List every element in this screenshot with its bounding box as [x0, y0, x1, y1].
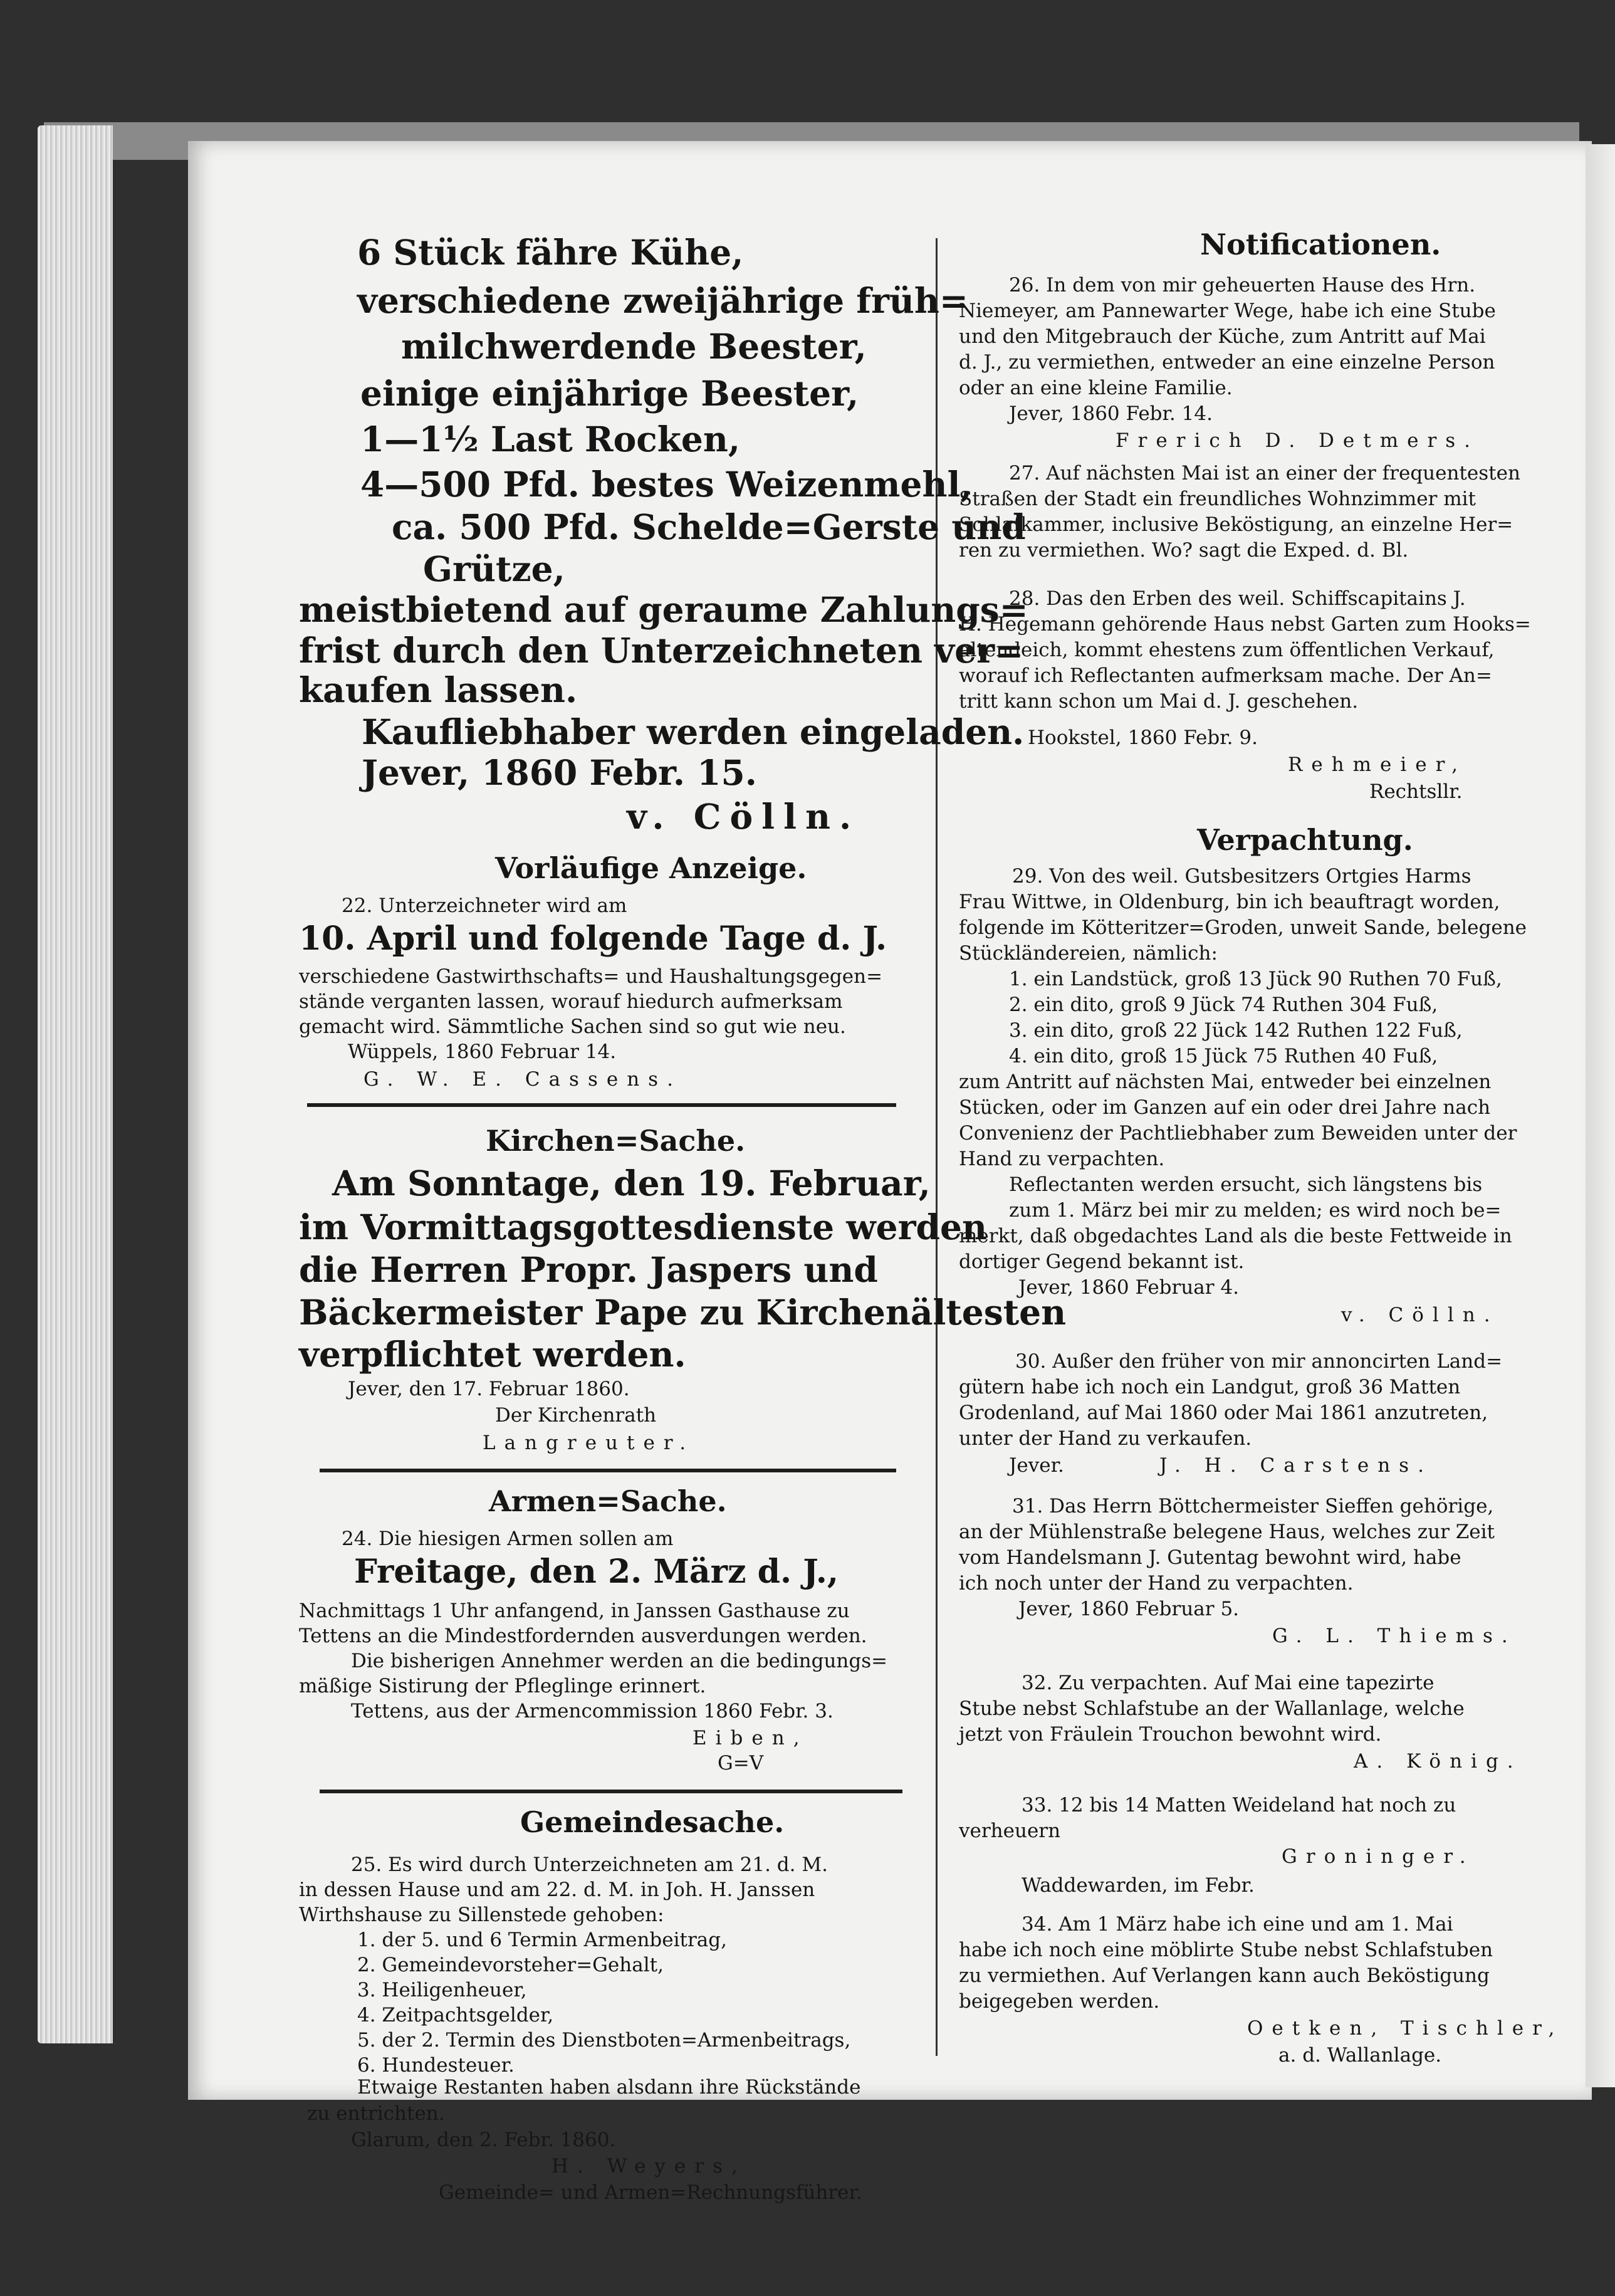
poor-body: Tettens an die Mindestfordernden ausverdungen werden. [299, 1625, 867, 1647]
auction-line: einige einjährige Beester, [360, 373, 859, 414]
notice-33-line: 33. 12 bis 14 Matten Weideland hat noch zu [1022, 1794, 1456, 1816]
community-signature: H. Weyers, [551, 2155, 746, 2178]
notice-29-line: folgende im Kötteritzer=Groden, unweit Sande, belegene [959, 916, 1527, 939]
notice-31-line: ich noch unter der Hand zu verpachten. [959, 1572, 1354, 1595]
auction-line: 6 Stück fähre Kühe, [357, 232, 744, 273]
prelim-date-line: 10. April und folgende Tage d. J. [299, 920, 887, 958]
notice-29-line: Jever, 1860 Februar 4. [1018, 1276, 1240, 1299]
poor-intro: 24. Die hiesigen Armen sollen am [342, 1528, 674, 1550]
community-tail: Glarum, den 2. Febr. 1860. [351, 2129, 616, 2151]
section-rule [307, 1103, 896, 1107]
notice-30-line: 30. Außer den früher von mir annoncirten Land= [1015, 1350, 1503, 1373]
church-line: verpflichtet werden. [299, 1334, 686, 1375]
notice-28-role: Rechtsllr. [1369, 780, 1463, 803]
notice-29-line: Stückländereien, nämlich: [959, 942, 1218, 965]
notice-29-line: Convenienz der Pachtliebhaber zum Beweiden unter der [959, 1122, 1517, 1145]
poor-signature: G=V [718, 1752, 764, 1774]
notice-29-line: Stücken, oder im Ganzen auf ein oder drei Jahre nach [959, 1096, 1491, 1119]
auction-line: Kaufliebhaber werden eingeladen. [362, 711, 1025, 752]
notice-27-line: Schlafkammer, inclusive Beköstigung, an einzelne Her= [959, 513, 1513, 536]
section-rule [320, 1469, 896, 1472]
notice-34-line: zu vermiethen. Auf Verlangen kann auch Beköstigung [959, 1964, 1490, 1987]
notice-33-place: Waddewarden, im Febr. [1022, 1874, 1255, 1897]
notice-29-line: zum Antritt auf nächsten Mai, entweder bei einzelnen [959, 1071, 1492, 1093]
notice-26-line: Niemeyer, am Pannewarter Wege, habe ich eine Stube [959, 300, 1496, 322]
poor-body: Tettens, aus der Armencommission 1860 Febr. 3. [351, 1700, 834, 1722]
prelim-body: verschiedene Gastwirthschafts= und Haushaltungsgegen= [299, 965, 883, 988]
community-body: in dessen Hause und am 22. d. M. in Joh. H. Janssen [299, 1879, 815, 1901]
community-item: 2. Gemeindevorsteher=Gehalt, [357, 1954, 664, 1976]
auction-line: ca. 500 Pfd. Schelde=Gerste und [392, 506, 1026, 547]
section-title-church: Kirchen=Sache. [486, 1124, 746, 1158]
notice-30-place: Jever. [1009, 1454, 1064, 1477]
notice-29-line: Frau Wittwe, in Oldenburg, bin ich beauftragt worden, [959, 891, 1500, 913]
notice-29-item: 1. ein Landstück, groß 13 Jück 90 Ruthen 70 Fuß, [1009, 968, 1502, 990]
auction-line: verschiedene zweijährige früh= [357, 280, 968, 321]
notice-29-line: 29. Von des weil. Gutsbesitzers Ortgies Harms [1012, 865, 1471, 888]
notice-29-line: dortiger Gegend bekannt ist. [959, 1250, 1245, 1273]
notice-30-line: unter der Hand zu verkaufen. [959, 1427, 1252, 1450]
section-title-lease: Verpachtung. [1197, 823, 1413, 857]
community-item: 6. Hundesteuer. [357, 2054, 515, 2077]
notice-31-line: vom Handelsmann J. Gutentag bewohnt wird, habe [959, 1546, 1461, 1569]
prelim-signature: G. W. E. Cassens. [363, 1068, 682, 1091]
auction-line: frist durch den Unterzeichneten ver= [299, 630, 1024, 671]
section-title-community: Gemeindesache. [520, 1805, 785, 1839]
poor-signature: Eiben, [693, 1727, 808, 1749]
notice-32-line: 32. Zu verpachten. Auf Mai eine tapezirte [1022, 1672, 1435, 1694]
auction-line: 4—500 Pfd. bestes Weizenmehl, [360, 464, 973, 505]
church-line: Bäckermeister Pape zu Kirchenältesten [299, 1292, 1067, 1333]
prelim-body: stände verganten lassen, worauf hiedurch aufmerksam [299, 990, 843, 1013]
notice-31-line: Jever, 1860 Februar 5. [1018, 1598, 1240, 1620]
notice-31-signature: G. L. Thiems. [1272, 1625, 1517, 1647]
notice-29-item: 4. ein dito, groß 15 Jück 75 Ruthen 40 Fuß, [1009, 1045, 1438, 1067]
notice-28-line: H. Hegemann gehörende Haus nebst Garten zum Hooks= [959, 613, 1531, 636]
auction-line: Grütze, [423, 548, 565, 589]
section-rule [320, 1790, 902, 1793]
community-body: Wirthshause zu Sillenstede gehoben: [299, 1904, 664, 1926]
community-item: 4. Zeitpachtsgelder, [357, 2004, 554, 2026]
notice-29-line: Reflectanten werden ersucht, sich längstens bis [1009, 1173, 1483, 1196]
notice-29-item: 2. ein dito, groß 9 Jück 74 Ruthen 304 Fuß, [1009, 993, 1438, 1016]
notice-26-line: und den Mitgebrauch der Küche, zum Antritt auf Mai [959, 325, 1486, 348]
section-title-prelim: Vorläufige Anzeige. [495, 851, 807, 885]
notice-27-line: 27. Auf nächsten Mai ist an einer der frequentesten [1009, 462, 1520, 485]
notice-34-line: habe ich noch eine möblirte Stube nebst Schlafstuben [959, 1939, 1493, 1961]
notice-29-line: zum 1. März bei mir zu melden; es wird noch be= [1009, 1199, 1502, 1222]
notice-29-line: Hand zu verpachten. [959, 1148, 1165, 1170]
section-title-poor: Armen=Sache. [489, 1484, 727, 1518]
notice-32-line: Stube nebst Schlafstube an der Wallanlage, welche [959, 1697, 1465, 1720]
notice-28-signature: Rehmeier, [1288, 753, 1466, 776]
prelim-intro: 22. Unterzeichneter wird am [342, 894, 627, 917]
notice-32-line: jetzt von Fräulein Trouchon bewohnt wird. [959, 1723, 1382, 1746]
church-line: Am Sonntage, den 19. Februar, [332, 1163, 931, 1203]
notice-33-signature: Groninger. [1282, 1845, 1475, 1868]
poor-date-line: Freitage, den 2. März d. J., [354, 1553, 839, 1591]
notice-27-line: Straßen der Stadt ein freundliches Wohnzimmer mit [959, 488, 1476, 510]
church-line: die Herren Propr. Jaspers und [299, 1249, 878, 1290]
church-authority: Der Kirchenrath [495, 1404, 657, 1427]
community-body: 25. Es wird durch Unterzeichneten am 21. d. M. [351, 1853, 828, 1876]
community-tail: zu entrichten. [307, 2102, 445, 2125]
auction-line: Jever, 1860 Febr. 15. [362, 752, 757, 793]
poor-body: Nachmittags 1 Uhr anfangend, in Janssen Gasthause zu [299, 1600, 850, 1622]
notice-32-signature: A. König. [1354, 1750, 1522, 1773]
prelim-body: Wüppels, 1860 Februar 14. [348, 1041, 617, 1063]
auction-line: kaufen lassen. [299, 669, 578, 710]
notice-34-signature: Oetken, Tischler, [1247, 2017, 1564, 2040]
facing-page-edge [1586, 144, 1615, 2087]
community-item: 3. Heiligenheuer, [357, 1979, 527, 2001]
notice-28-line: tritt kann schon um Mai d. J. geschehen. [959, 690, 1359, 713]
church-date: Jever, den 17. Februar 1860. [348, 1378, 630, 1400]
notice-26-signature: Frerich D. Detmers. [1116, 429, 1480, 452]
community-tail: Etwaige Restanten haben alsdann ihre Rückstände [357, 2076, 861, 2099]
auction-signature: v. Cölln. [627, 796, 860, 837]
notice-28-line: worauf ich Reflectanten aufmerksam mache. Der An= [959, 664, 1492, 687]
notice-31-line: 31. Das Herrn Böttchermeister Sieffen gehörige, [1012, 1495, 1494, 1518]
poor-body: Die bisherigen Annehmer werden an die bedingungs= [351, 1650, 888, 1672]
notice-28-line: Hookstel, 1860 Febr. 9. [1028, 726, 1258, 749]
notice-28-line: altendeich, kommt ehestens zum öffentlichen Verkauf, [959, 639, 1495, 661]
auction-line: meistbietend auf geraume Zahlungs= [299, 589, 1028, 630]
notice-33-line: verheuern [959, 1820, 1061, 1842]
notice-30-line: gütern habe ich noch ein Landgut, groß 36 Matten [959, 1376, 1461, 1398]
notice-34-line: beigegeben werden. [959, 1990, 1160, 2013]
notice-29-signature: v. Cölln. [1341, 1304, 1499, 1326]
notice-29-line: merkt, daß obgedachtes Land als die beste Fettweide in [959, 1225, 1512, 1247]
prelim-body: gemacht wird. Sämmtliche Sachen sind so gut wie neu. [299, 1015, 846, 1038]
notice-30-line: Grodenland, auf Mai 1860 oder Mai 1861 anzutreten, [959, 1402, 1488, 1424]
auction-line: 1—1½ Last Rocken, [360, 419, 740, 459]
auction-line: milchwerdende Beester, [401, 326, 867, 367]
page-stack-edge [38, 125, 113, 2043]
community-item: 5. der 2. Termin des Dienstboten=Armenbeitrags, [357, 2029, 851, 2052]
notice-26-line: 26. In dem von mir geheuerten Hause des Hrn. [1009, 274, 1476, 296]
notice-34-role: a. d. Wallanlage. [1278, 2044, 1442, 2067]
poor-body: mäßige Sistirung der Pfleglinge erinnert. [299, 1675, 706, 1697]
notice-26-line: d. J., zu vermiethen, entweder an eine einzelne Person [959, 351, 1495, 374]
notice-27-line: ren zu vermiethen. Wo? sagt die Exped. d. Bl. [959, 539, 1409, 562]
notice-26-line: Jever, 1860 Febr. 14. [1009, 402, 1213, 425]
notice-30-signature: J. H. Carstens. [1159, 1454, 1433, 1477]
notice-26-line: oder an eine kleine Familie. [959, 377, 1233, 399]
church-signature: Langreuter. [483, 1432, 695, 1454]
notice-31-line: an der Mühlenstraße belegene Haus, welches zur Zeit [959, 1521, 1495, 1543]
community-item: 1. der 5. und 6 Termin Armenbeitrag, [357, 1929, 727, 1951]
notice-34-line: 34. Am 1 März habe ich eine und am 1. Mai [1022, 1913, 1453, 1936]
community-role: Gemeinde= und Armen=Rechnungsführer. [439, 2181, 862, 2204]
section-title-notifications: Notificationen. [1200, 228, 1441, 261]
notice-28-line: 28. Das den Erben des weil. Schiffscapitains J. [1009, 587, 1466, 610]
notice-29-item: 3. ein dito, groß 22 Jück 142 Ruthen 122 Fuß, [1009, 1019, 1463, 1042]
church-line: im Vormittagsgottesdienste werden [299, 1207, 987, 1247]
